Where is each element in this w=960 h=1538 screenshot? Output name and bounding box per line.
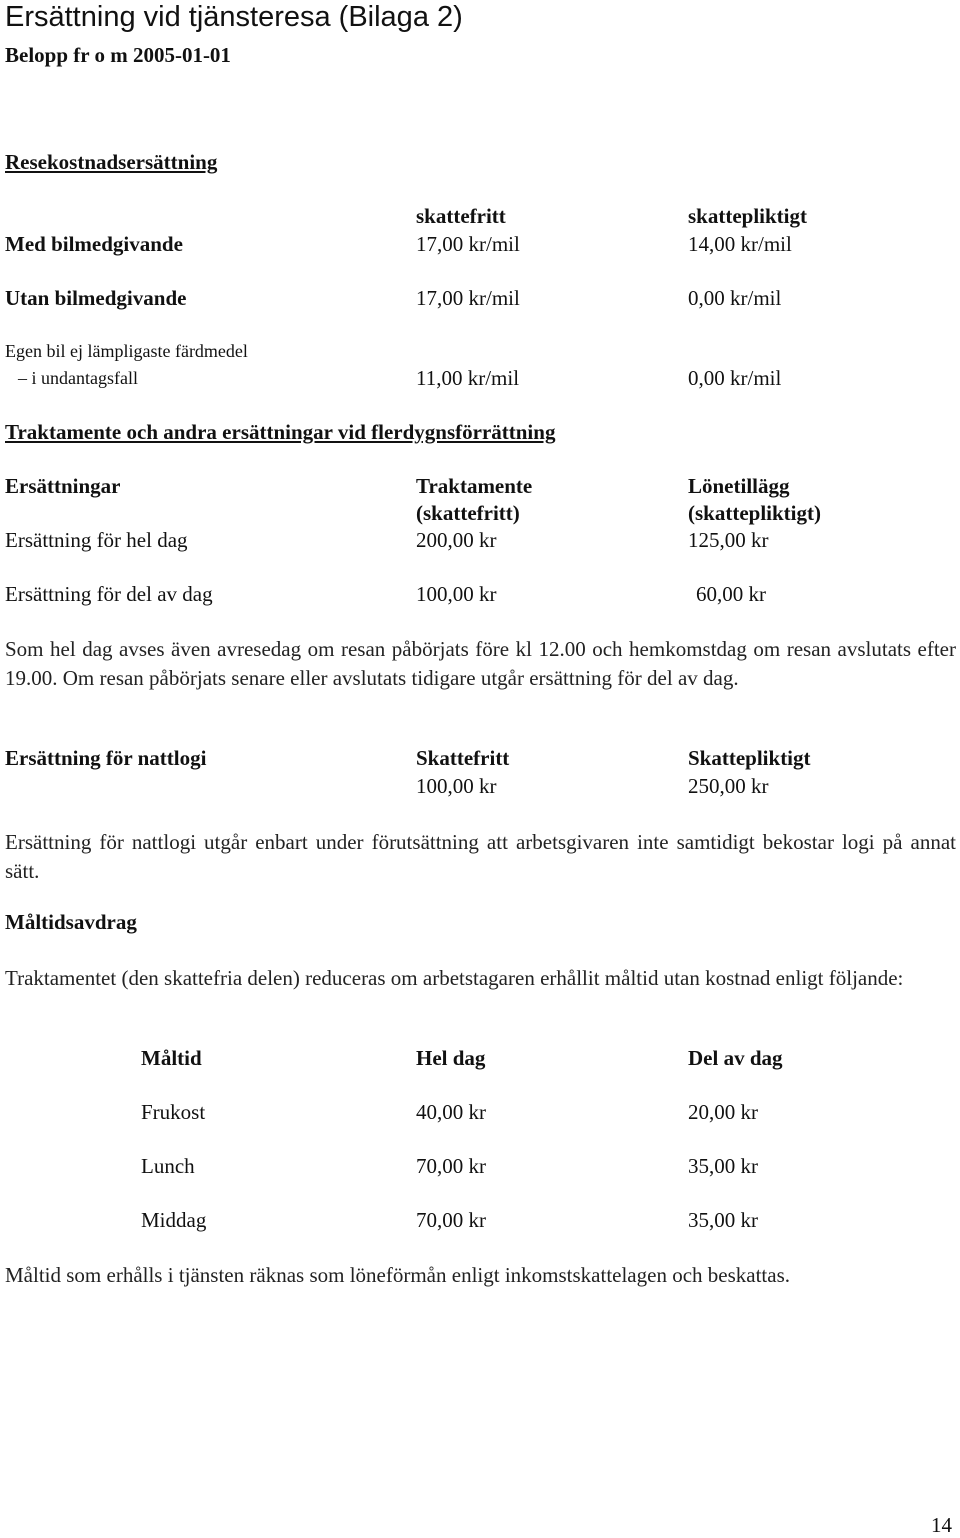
page-subtitle: Belopp fr o m 2005-01-01 (5, 43, 231, 67)
row-label-med-bil: Med bilmedgivande (5, 232, 183, 256)
col-del-av-dag-header: Del av dag (688, 1046, 783, 1070)
row-value-traktamente: 100,00 kr (416, 582, 497, 606)
col-lonetillagg-header: Lönetillägg (688, 474, 790, 498)
col-hel-dag-header: Hel dag (416, 1046, 486, 1070)
row-value-skattepliktigt: 0,00 kr/mil (688, 286, 782, 310)
row-value-traktamente: 200,00 kr (416, 528, 497, 552)
row-label-hel-dag: Ersättning för hel dag (5, 528, 188, 552)
page-title: Ersättning vid tjänsteresa (Bilaga 2) (5, 1, 463, 33)
row-value-del-av-dag: 20,00 kr (688, 1100, 758, 1124)
row-value-del-av-dag: 35,00 kr (688, 1208, 758, 1232)
row-label-undantagsfall: – i undantagsfall (18, 368, 138, 388)
row-label-utan-bil: Utan bilmedgivande (5, 286, 187, 310)
row-value-lonetillagg: 60,00 kr (696, 582, 766, 606)
row-label-frukost: Frukost (141, 1100, 206, 1124)
row-label-egen-bil: Egen bil ej lämpligaste färdmedel (5, 341, 248, 361)
row-value-hel-dag: 70,00 kr (416, 1208, 486, 1232)
col-skattefritt-header: Skattefritt (416, 746, 510, 770)
col-skattepliktigt-header: Skattepliktigt (688, 746, 811, 770)
nattlogi-heading: Ersättning för nattlogi (5, 746, 207, 770)
traktamente-note: Som hel dag avses även avresedag om resan påbörjats före kl 12.00 och hemkomstdag om resan avslutats efter 19.00. Om resan påbörjats senare eller avslutats tidigare utgår ersättning för del av dag. (5, 637, 956, 690)
col-ersattningar-header: Ersättningar (5, 474, 121, 498)
row-value-skattepliktigt: 14,00 kr/mil (688, 232, 792, 256)
row-value-skattefritt: 11,00 kr/mil (416, 366, 520, 390)
col-traktamente-subheader: (skattefritt) (416, 501, 520, 525)
traktamente-heading: Traktamente och andra ersättningar vid flerdygnsförrättning (5, 420, 556, 444)
row-value-del-av-dag: 35,00 kr (688, 1154, 758, 1178)
row-value-hel-dag: 70,00 kr (416, 1154, 486, 1178)
col-traktamente-header: Traktamente (416, 474, 533, 498)
col-skattepliktigt-header: skattepliktigt (688, 204, 808, 228)
col-maltid-header: Måltid (141, 1046, 202, 1070)
resekostnad-heading: Resekostnadsersättning (5, 150, 218, 174)
row-label-lunch: Lunch (141, 1154, 195, 1178)
row-label-del-av-dag: Ersättning för del av dag (5, 582, 213, 606)
nattlogi-value-skattefritt: 100,00 kr (416, 774, 497, 798)
row-value-skattefritt: 17,00 kr/mil (416, 286, 520, 310)
row-label-middag: Middag (141, 1208, 207, 1232)
col-lonetillagg-subheader: (skattepliktigt) (688, 501, 821, 525)
row-value-lonetillagg: 125,00 kr (688, 528, 769, 552)
maltid-footer: Måltid som erhålls i tjänsten räknas som löneförmån enligt inkomstskattelagen och beskattas. (5, 1263, 790, 1287)
page-number: 14 (931, 1513, 952, 1537)
maltid-heading: Måltidsavdrag (5, 910, 137, 934)
row-value-hel-dag: 40,00 kr (416, 1100, 486, 1124)
col-skattefritt-header: skattefritt (416, 204, 506, 228)
maltid-intro: Traktamentet (den skattefria delen) reduceras om arbetstagaren erhållit måltid utan kostnad enligt följande: (5, 966, 904, 990)
row-value-skattefritt: 17,00 kr/mil (416, 232, 520, 256)
nattlogi-value-skattepliktigt: 250,00 kr (688, 774, 769, 798)
nattlogi-note: Ersättning för nattlogi utgår enbart under förutsättning att arbetsgivaren inte samtidigt bekostar logi på annat sätt. (5, 830, 956, 883)
row-value-skattepliktigt: 0,00 kr/mil (688, 366, 782, 390)
